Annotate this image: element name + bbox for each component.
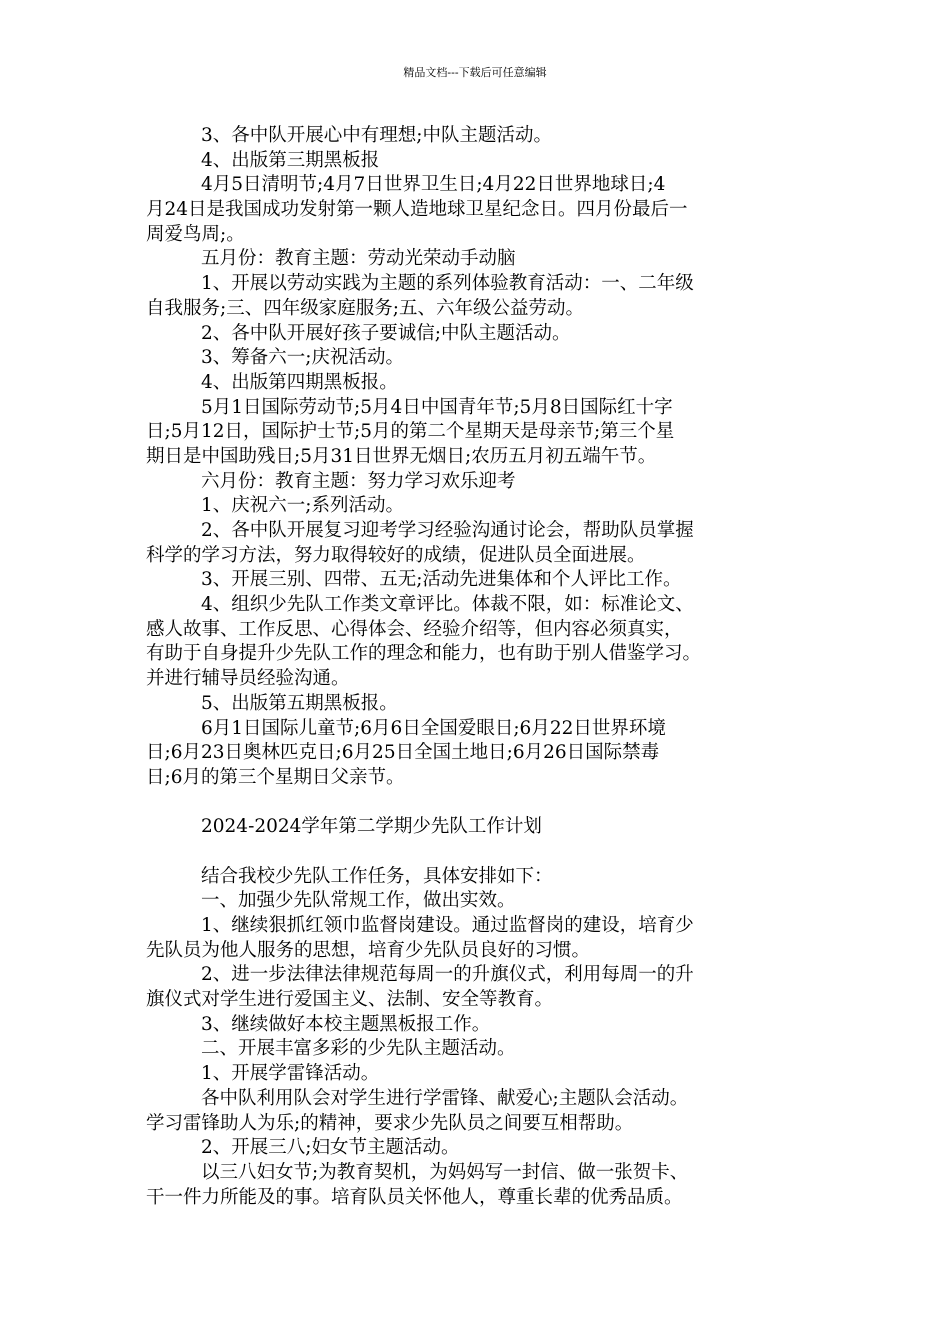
paragraph-line: 日;6月23日奥林匹克日;6月25日全国土地日;6月26日国际禁毒 (146, 742, 660, 764)
paragraph-line: 先队员为他人服务的思想，培育少先队员良好的习惯。 (146, 939, 591, 961)
section-heading: 五月份：教育主题：劳动光荣动手动脑 (201, 248, 516, 270)
paragraph-line: 4月5日清明节;4月7日世界卫生日;4月22日世界地球日;4 (201, 174, 666, 196)
paragraph-line: 5月1日国际劳动节;5月4日中国青年节;5月8日国际红十字 (201, 396, 673, 418)
paragraph-line: 4、出版第四期黑板报。 (201, 371, 398, 393)
blank-line (146, 791, 810, 816)
document-title: 2024-2024学年第二学期少先队工作计划 (201, 816, 542, 838)
paragraph-line: 4、组织少先队工作类文章评比。体裁不限，如：标准论文、 (201, 594, 694, 616)
paragraph-line: 干一件力所能及的事。培育队员关怀他人，尊重长辈的优秀品质。 (146, 1186, 683, 1208)
paragraph-line: 周爱鸟周;。 (146, 223, 245, 245)
paragraph-line: 以三八妇女节;为教育契机，为妈妈写一封信、做一张贺卡、 (201, 1161, 689, 1183)
paragraph-line: 日;6月的第三个星期日父亲节。 (146, 766, 405, 788)
paragraph-line: 1、继续狠抓红领巾监督岗建设。通过监督岗的建设，培育少 (201, 915, 694, 936)
paragraph-line: 2、各中队开展复习迎考学习经验沟通讨论会，帮助队员掌握 (201, 520, 694, 541)
paragraph-line: 4、出版第三期黑板报 (201, 149, 380, 171)
section-heading: 二、开展丰富多彩的少先队主题活动。 (201, 1038, 516, 1060)
document-body (146, 124, 810, 1210)
paragraph-line: 2、进一步法律法律规范每周一的升旗仪式，利用每周一的升 (201, 964, 694, 986)
paragraph-line: 3、筹备六一;庆祝活动。 (201, 347, 405, 369)
paragraph-line: 旗仪式对学生进行爱国主义、法制、安全等教育。 (146, 989, 554, 1011)
section-heading: 一、加强少先队常规工作，做出实效。 (201, 890, 516, 912)
paragraph-line: 自我服务;三、四年级家庭服务;五、六年级公益劳动。 (146, 297, 584, 319)
paragraph-line: 2、开展三八;妇女节主题活动。 (201, 1137, 460, 1159)
paragraph-line: 日;5月12日，国际护士节;5月的第二个星期天是母亲节;第三个星 (146, 421, 675, 443)
paragraph-line: 6月1日国际儿童节;6月6日全国爱眼日;6月22日世界环境 (201, 717, 666, 739)
paragraph-line: 科学的学习方法，努力取得较好的成绩，促进队员全面进展。 (146, 544, 646, 566)
paragraph-line: 2、各中队开展好孩子要诚信;中队主题活动。 (201, 322, 571, 344)
paragraph-line: 有助于自身提升少先队工作的理念和能力，也有助于别人借鉴学习。 (146, 643, 702, 665)
paragraph-line: 3、开展三别、四带、五无;活动先进集体和个人评比工作。 (201, 569, 682, 591)
paragraph-line: 5、出版第五期黑板报。 (201, 692, 398, 714)
paragraph-line: 月24日是我国成功发射第一颗人造地球卫星纪念日。四月份最后一 (146, 199, 688, 221)
paragraph-line: 3、继续做好本校主题黑板报工作。 (201, 1013, 491, 1035)
paragraph-line: 期日是中国助残日;5月31日世界无烟日;农历五月初五端午节。 (146, 445, 657, 467)
paragraph-line: 1、庆祝六一;系列活动。 (201, 495, 405, 517)
section-heading: 六月份：教育主题：努力学习欢乐迎考 (201, 470, 516, 492)
paragraph-line: 各中队利用队会对学生进行学雷锋、献爱心;主题队会活动。 (201, 1087, 689, 1109)
paragraph-line: 1、开展学雷锋活动。 (201, 1063, 380, 1085)
paragraph-line: 学习雷锋助人为乐;的精神，要求少先队员之间要互相帮助。 (146, 1112, 634, 1134)
paragraph-line: 结合我校少先队工作任务，具体安排如下： (201, 865, 553, 887)
paragraph-line: 1、开展以劳动实践为主题的系列体验教育活动：一、二年级 (201, 273, 694, 295)
paragraph-line: 3、各中队开展心中有理想;中队主题活动。 (201, 125, 553, 146)
paragraph-line: 感人故事、工作反思、心得体会、经验介绍等，但内容必须真实， (146, 618, 683, 640)
blank-line (146, 840, 810, 865)
paragraph-line: 并进行辅导员经验沟通。 (146, 668, 350, 690)
page-header: 精品文档---下载后可任意编辑 (403, 66, 547, 79)
